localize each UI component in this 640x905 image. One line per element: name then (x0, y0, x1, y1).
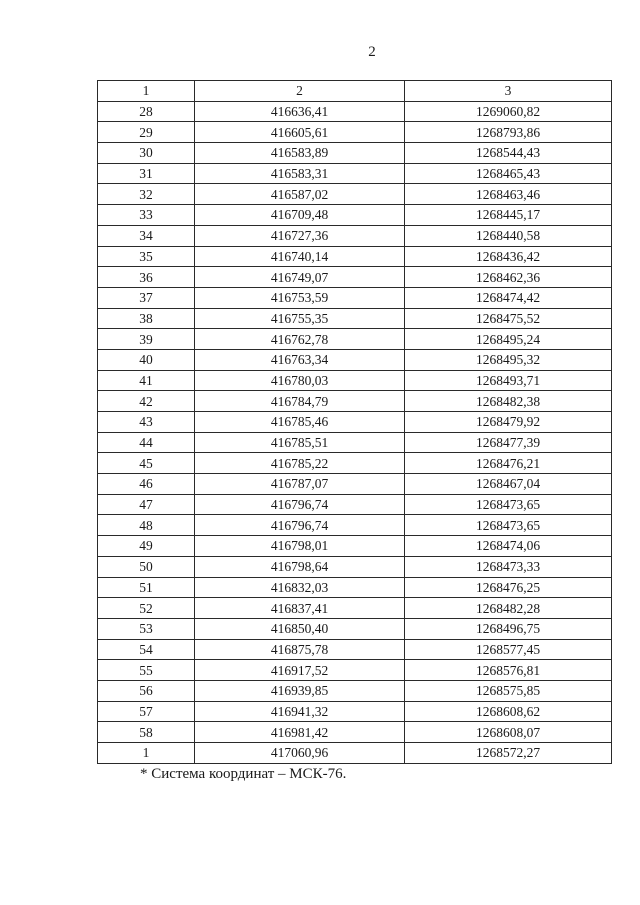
coordinates-table (97, 80, 612, 764)
page-number: 2 (368, 44, 376, 60)
x-coordinate-cell: 417060,96 (195, 743, 405, 764)
point-number-cell: 1 (98, 743, 195, 764)
table-row (98, 453, 612, 474)
x-coordinate-cell: 416727,36 (195, 225, 405, 246)
y-coordinate-cell: 1268479,92 (405, 412, 612, 433)
table-row (98, 205, 612, 226)
x-coordinate-cell: 416587,02 (195, 184, 405, 205)
table-row (98, 618, 612, 639)
y-coordinate-cell: 1268476,21 (405, 453, 612, 474)
y-coordinate-cell: 1268474,06 (405, 536, 612, 557)
x-coordinate-cell: 416755,35 (195, 308, 405, 329)
y-coordinate-cell: 1268465,43 (405, 163, 612, 184)
table-row (98, 246, 612, 267)
x-coordinate-cell: 416917,52 (195, 660, 405, 681)
y-coordinate-cell: 1268474,42 (405, 287, 612, 308)
point-number-cell: 51 (98, 577, 195, 598)
y-coordinate-cell: 1268608,62 (405, 701, 612, 722)
x-coordinate-cell: 416796,74 (195, 515, 405, 536)
table-row (98, 743, 612, 764)
point-number-cell: 30 (98, 143, 195, 164)
table-row (98, 680, 612, 701)
table-body (98, 101, 612, 763)
table-row (98, 391, 612, 412)
y-coordinate-cell: 1268463,46 (405, 184, 612, 205)
point-number-cell: 39 (98, 329, 195, 350)
point-number-cell: 58 (98, 722, 195, 743)
point-number-cell: 37 (98, 287, 195, 308)
point-number-cell: 57 (98, 701, 195, 722)
x-coordinate-cell: 416981,42 (195, 722, 405, 743)
y-coordinate-cell: 1268473,33 (405, 556, 612, 577)
y-coordinate-cell: 1268475,52 (405, 308, 612, 329)
y-coordinate-cell: 1268482,28 (405, 598, 612, 619)
x-coordinate-cell: 416787,07 (195, 474, 405, 495)
point-number-cell: 50 (98, 556, 195, 577)
x-coordinate-cell: 416784,79 (195, 391, 405, 412)
x-coordinate-cell: 416583,31 (195, 163, 405, 184)
point-number-cell: 38 (98, 308, 195, 329)
point-number-cell: 43 (98, 412, 195, 433)
x-coordinate-cell: 416785,22 (195, 453, 405, 474)
x-coordinate-cell: 416785,46 (195, 412, 405, 433)
point-number-cell: 49 (98, 536, 195, 557)
x-coordinate-cell: 416850,40 (195, 618, 405, 639)
y-coordinate-cell: 1268462,36 (405, 267, 612, 288)
x-coordinate-cell: 416753,59 (195, 287, 405, 308)
x-coordinate-cell: 416785,51 (195, 432, 405, 453)
table-row (98, 349, 612, 370)
x-coordinate-cell: 416740,14 (195, 246, 405, 267)
y-coordinate-cell: 1268440,58 (405, 225, 612, 246)
table-row (98, 515, 612, 536)
point-number-cell: 31 (98, 163, 195, 184)
table-row (98, 101, 612, 122)
footnote: * Система координат – МСК-76. (140, 766, 347, 782)
y-coordinate-cell: 1268495,32 (405, 349, 612, 370)
x-coordinate-cell: 416832,03 (195, 577, 405, 598)
table-row (98, 412, 612, 433)
table-row (98, 370, 612, 391)
x-coordinate-cell: 416780,03 (195, 370, 405, 391)
point-number-cell: 44 (98, 432, 195, 453)
y-coordinate-cell: 1268577,45 (405, 639, 612, 660)
point-number-cell: 55 (98, 660, 195, 681)
column-header-y: 3 (405, 81, 612, 102)
table-row (98, 536, 612, 557)
table-row (98, 122, 612, 143)
x-coordinate-cell: 416837,41 (195, 598, 405, 619)
point-number-cell: 46 (98, 474, 195, 495)
x-coordinate-cell: 416762,78 (195, 329, 405, 350)
table-row (98, 494, 612, 515)
y-coordinate-cell: 1268576,81 (405, 660, 612, 681)
y-coordinate-cell: 1268495,24 (405, 329, 612, 350)
point-number-cell: 34 (98, 225, 195, 246)
table-row (98, 163, 612, 184)
y-coordinate-cell: 1268473,65 (405, 515, 612, 536)
x-coordinate-cell: 416798,01 (195, 536, 405, 557)
table-row (98, 556, 612, 577)
y-coordinate-cell: 1268477,39 (405, 432, 612, 453)
table-row (98, 639, 612, 660)
y-coordinate-cell: 1268445,17 (405, 205, 612, 226)
point-number-cell: 45 (98, 453, 195, 474)
point-number-cell: 41 (98, 370, 195, 391)
y-coordinate-cell: 1268608,07 (405, 722, 612, 743)
column-header-point-number: 1 (98, 81, 195, 102)
y-coordinate-cell: 1268572,27 (405, 743, 612, 764)
table-row (98, 308, 612, 329)
point-number-cell: 48 (98, 515, 195, 536)
x-coordinate-cell: 416605,61 (195, 122, 405, 143)
x-coordinate-cell: 416636,41 (195, 101, 405, 122)
table-row (98, 722, 612, 743)
table-row (98, 143, 612, 164)
point-number-cell: 52 (98, 598, 195, 619)
point-number-cell: 33 (98, 205, 195, 226)
table-row (98, 577, 612, 598)
point-number-cell: 29 (98, 122, 195, 143)
table-row (98, 329, 612, 350)
point-number-cell: 36 (98, 267, 195, 288)
x-coordinate-cell: 416941,32 (195, 701, 405, 722)
y-coordinate-cell: 1268793,86 (405, 122, 612, 143)
table-row (98, 184, 612, 205)
table-row (98, 267, 612, 288)
x-coordinate-cell: 416709,48 (195, 205, 405, 226)
point-number-cell: 56 (98, 680, 195, 701)
point-number-cell: 35 (98, 246, 195, 267)
x-coordinate-cell: 416796,74 (195, 494, 405, 515)
x-coordinate-cell: 416798,64 (195, 556, 405, 577)
x-coordinate-cell: 416875,78 (195, 639, 405, 660)
point-number-cell: 32 (98, 184, 195, 205)
table-row (98, 660, 612, 681)
column-header-x: 2 (195, 81, 405, 102)
table-row (98, 432, 612, 453)
y-coordinate-cell: 1268544,43 (405, 143, 612, 164)
table-row (98, 598, 612, 619)
x-coordinate-cell: 416749,07 (195, 267, 405, 288)
table-row (98, 287, 612, 308)
point-number-cell: 54 (98, 639, 195, 660)
table-row (98, 225, 612, 246)
point-number-cell: 47 (98, 494, 195, 515)
y-coordinate-cell: 1269060,82 (405, 101, 612, 122)
x-coordinate-cell: 416763,34 (195, 349, 405, 370)
point-number-cell: 40 (98, 349, 195, 370)
y-coordinate-cell: 1268493,71 (405, 370, 612, 391)
table-row (98, 474, 612, 495)
y-coordinate-cell: 1268473,65 (405, 494, 612, 515)
point-number-cell: 42 (98, 391, 195, 412)
y-coordinate-cell: 1268575,85 (405, 680, 612, 701)
x-coordinate-cell: 416939,85 (195, 680, 405, 701)
y-coordinate-cell: 1268436,42 (405, 246, 612, 267)
table-row (98, 701, 612, 722)
y-coordinate-cell: 1268482,38 (405, 391, 612, 412)
y-coordinate-cell: 1268476,25 (405, 577, 612, 598)
y-coordinate-cell: 1268467,04 (405, 474, 612, 495)
x-coordinate-cell: 416583,89 (195, 143, 405, 164)
point-number-cell: 28 (98, 101, 195, 122)
table-header-row (98, 81, 612, 102)
y-coordinate-cell: 1268496,75 (405, 618, 612, 639)
point-number-cell: 53 (98, 618, 195, 639)
